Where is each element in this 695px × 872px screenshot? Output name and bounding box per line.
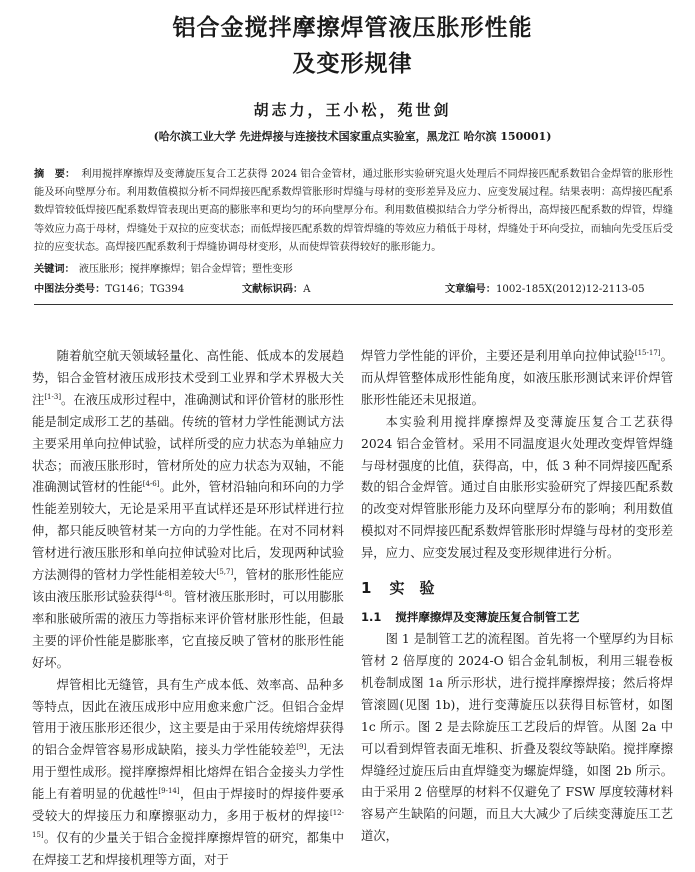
citation: [9-14] — [158, 787, 180, 796]
cls-value: TG146；TG394 — [105, 284, 185, 296]
intro-paragraph-1: 随着航空航天领域轻量化、高性能、低成本的发展趋势，铝合金管材液压成形技术受到工业界和学术界极大关注[1-3]。在液压成形过程中，准确测试和评价管材的胀形性能是制定成形工艺的基础。传统的管材力学性能测试方法主要采用单向拉伸试验，试样所受的应力状态为单轴应力状态；而液压胀形时，管材所处的应力状态为双轴，不能准确测试管材的性能[4-6]。此外，管材沿轴向和环向的力学性能差别较大，无论是采用平直试样还是环形试样进行拉伸，都只能反映管材某一方向的力学性能。在对不同材料管材进行液压胀形和单向拉伸试验对比后，发现两种试验方法测得的管材力学性能相差较大[5,7]，管材的胀形性能应该由液压胀形试验获得[4-8]。管材液压胀形时，可以用膨胀率和胀破所需的液压力等指标来评价管材胀形性能，但最主要的评价性能是膨胀率，它直接反映了管材的胀形性能好坏。 — [32, 349, 344, 670]
author-list: 胡志力，王小松，苑世剑 — [253, 101, 452, 119]
cls-label: 中图法分类号： — [34, 283, 106, 296]
keywords — [32, 261, 673, 278]
paper-title-line1: 铝合金搅拌摩擦焊管液压胀形性能 — [172, 15, 533, 41]
doc-code-label: 文献标识码： — [242, 283, 304, 296]
keywords-label: 关键词： — [34, 263, 75, 276]
citation: [4-6] — [142, 480, 160, 489]
section-heading: 1 实 验 — [361, 579, 435, 598]
abstract-text: 利用搅拌摩擦焊及变薄旋压复合工艺获得 2024 铝合金管材，通过胀形实验研究退火处理后不同焊接匹配系数铝合金焊管的胀形性能及环向壁厚分布。利用数值模拟分析不同焊接匹配系数焊管胀形时焊缝与母材的变形差异及应力、应变发展过程。结果表明：高焊接匹配系数焊管较低焊接匹配系数焊管表现出更高的膨胀率和更均匀的环向壁厚分布。利用数值模拟结合力学分析得出，高焊接匹配系数的焊管，焊缝等效应力高于母材，焊缝处于双拉的应变状态；而低焊接匹配系数的焊管焊缝的等效应力稍低于母材，焊缝处于环向受拉，而轴向先受压后受拉的应变状态。高焊接匹配系数利于焊缝协调母材变形，从而使焊管获得较好的胀形能力。 — [34, 169, 674, 253]
left-column — [32, 346, 344, 872]
body-columns — [32, 346, 673, 872]
citation: [15-17] — [634, 348, 661, 357]
subsection-heading: 1.1 搅拌摩擦焊及变薄旋压复合制管工艺 — [361, 610, 580, 625]
doc-code-value: A — [303, 284, 311, 296]
header-divider — [34, 304, 673, 305]
abstract — [32, 165, 673, 257]
method-paragraph-1: 图 1 是制管工艺的流程图。首先将一个壁厚约为目标管材 2 倍厚度的 2024-O 铝合金轧制板，利用三辊卷板机卷制成图 1a 所示形状，进行搅拌摩擦焊接；然后将焊管滚圆(见图 1b)，进行变薄旋压以获得目标管材，如图 1c 所示。图 2 是去除旋压工艺段后的焊管。从图 2a 中可以看到焊管表面无堆积、折叠及裂纹等缺陷。搅拌摩擦焊缝经过旋压后由直焊缝变为螺旋焊缝，如图 2b 所示。由于采用 2 倍壁厚的材料不仅避免了 FSW 厚度较薄材料容易产生缺陷的问题，而且大大减少了后续变薄旋压工艺道次， — [361, 632, 673, 844]
abstract-label: 摘 要： — [34, 168, 76, 180]
citation: [1-3] — [44, 392, 62, 401]
affiliation: (哈尔滨工业大学 先进焊接与连接技术国家重点实验室，黑龙江 哈尔滨 150001) — [153, 130, 552, 143]
paper-title-line2: 及变形规律 — [292, 51, 413, 77]
article-id-value: 1002-185X(2012)12-2113-05 — [495, 284, 645, 296]
citation: [12-15] — [32, 808, 344, 839]
intro-paragraph-2: 焊管相比无缝管，具有生产成本低、效率高、品种多等特点，因此在液压成形中应用愈来愈广泛。但铝合金焊管用于液压胀形还很少，这主要是由于采用传统熔焊获得的铝合金焊管容易形成缺陷，接头力学性能较差[9]，无法用于塑性成形。搅拌摩擦焊相比熔焊在铝合金接头力学性能上有着明显的优越性[9-14]，但由于焊接时的焊接件要承受较大的焊接压力和摩擦驱动力，多用于板材的焊接[12-15]。仅有的少量关于铝合金搅拌摩擦焊管的研究，都集中在焊接工艺和焊接机理等方面，对于 — [32, 677, 344, 867]
right-column — [361, 346, 673, 872]
intro-paragraph-2-cont: 焊管力学性能的评价，主要还是利用单向拉伸试验[15-17]。而从焊管整体成形性能角度，如液压胀形测试来评价焊管胀形性能还未见报道。 — [361, 348, 673, 407]
citation: [9] — [296, 743, 307, 752]
classification-row — [32, 281, 673, 298]
article-id-label: 文章编号： — [445, 283, 496, 296]
citation: [5,7] — [216, 567, 234, 576]
citation: [4-8] — [155, 589, 172, 598]
keywords-text: 液压胀形；搅拌摩擦焊；铝合金焊管；塑性变形 — [78, 264, 293, 276]
intro-paragraph-3: 本实验利用搅拌摩擦焊及变薄旋压复合工艺获得 2024 铝合金管材。采用不同温度退火处理改变焊管焊缝与母材强度的比值，获得高，中，低 3 种不同焊接匹配系数的铝合金焊管。通过自由胀形实验研究了焊接匹配系数的改变对焊管胀形能力及环向壁厚分布的影响；利用数值模拟对不同焊接匹配系数焊管胀形时焊缝与母材的变形差异，应力、应变发展过程及变形规律进行分析。 — [361, 414, 673, 561]
